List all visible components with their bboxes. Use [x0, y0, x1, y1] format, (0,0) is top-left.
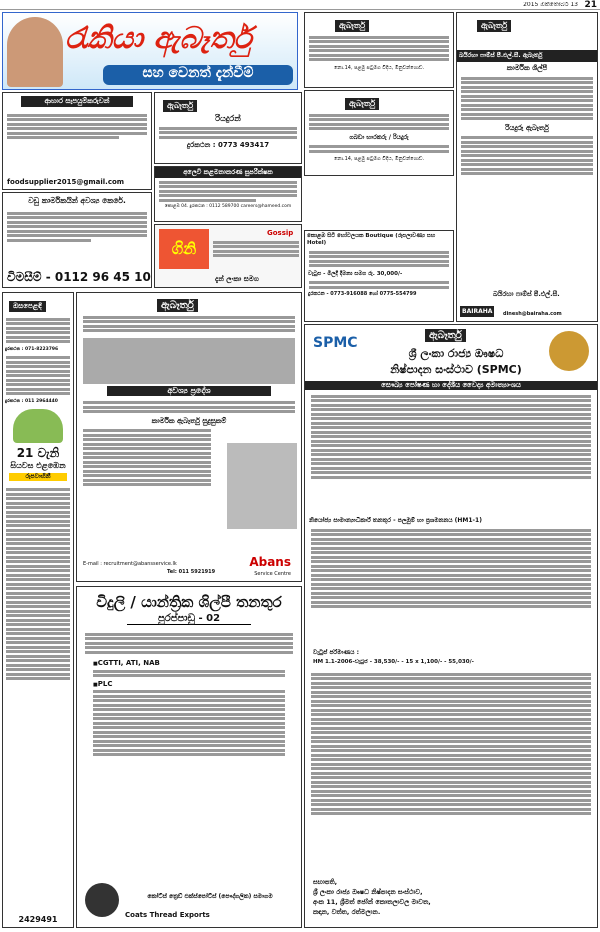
vacancy-center-ad-2: [304, 90, 454, 176]
vacancy-center-address: නො.14, පළමු පටුමග විදිය, මිනුවන්ගොඩ.: [333, 64, 425, 71]
left-narrow-tag: ඔසපෙළඳි: [9, 301, 46, 312]
abans-photo: [83, 338, 295, 384]
vacancy-center-address-2: නො.14, පළමු පටුමග විදිය, මිනුවන්ගොඩ.: [333, 156, 425, 162]
gossip-ad: [154, 224, 302, 288]
bairaha-heading: ඇබෑර්තු: [477, 20, 511, 32]
abans-logo: Abans: [249, 555, 291, 569]
vacancy-driver-role: රියදුරන්: [215, 114, 241, 123]
spmc-emblem: [549, 331, 589, 371]
bairaha-role1: කාර්මික ශිල්පී: [506, 64, 548, 72]
gossip-logo: ගිනි: [159, 229, 209, 269]
abans-section-title: අවශ්‍ය ප්‍රදේශ: [107, 386, 271, 396]
spmc-footer4: කඳාන, වත්ත, රත්මලාන.: [313, 908, 381, 916]
hameed-ad: [154, 166, 302, 222]
bairaha-logo: BAIRAHA: [462, 308, 493, 315]
bairaha-ad: [456, 12, 598, 322]
banner-photo: [7, 17, 63, 87]
boutique-text: කොළඹ සිටි හෝටලයක Boutique (රූපලාවණ්‍ය සහ Hotel): [307, 233, 436, 246]
left-narrow-brand: රූපවාහිනී: [9, 473, 67, 481]
coats-company-en: Coats Thread Exports: [125, 911, 210, 919]
coats-req1: ■ CGTTI, ATI, NAB: [77, 659, 301, 667]
spmc-salary-label: වැටුප් පරිමාණය :: [313, 649, 359, 656]
abans-logo-sub: Service Centre: [254, 570, 291, 577]
left-narrow-column: [2, 292, 74, 928]
banner-subtitle: සහ වෙනත් දැන්වීම්: [103, 65, 293, 85]
spmc-ministry: සෞඛ්‍ය පෝෂණ හා දේශීය වෛද්‍ය අමාත්‍යාංශය: [305, 381, 597, 390]
vacancy-center-heading: ඇබෑර්තු: [335, 20, 369, 32]
spmc-ad: [304, 324, 598, 928]
coats-req2: ■ PLC: [77, 680, 301, 688]
page-header: [0, 0, 600, 10]
gossip-tagline: Gossip: [267, 229, 294, 237]
tree-image: [13, 409, 63, 443]
boutique-phone: දුරකථන - 0773-916088 හෝ 0775-554799: [308, 291, 417, 297]
left-narrow-bday-text: සියවස එළඹෙන: [10, 460, 66, 470]
factory-ad: [2, 192, 152, 288]
abans-ad: [76, 292, 302, 582]
hameed-heading: අලෙවි කළමනාකරණ සුපරීක්ෂක: [155, 167, 301, 178]
factory-phone: විමසීම් - 0112 96 45 10: [7, 270, 151, 284]
coats-ad: [76, 586, 302, 928]
food-supplier-heading: ආහාර සැපයුම්කරුවන්: [21, 96, 133, 107]
food-supplier-email: foodsupplier2015@gmail.com: [7, 178, 125, 186]
left-narrow-bday-number: 21 වැනි: [16, 445, 60, 460]
gossip-footer: දැන් ලංකා සමග: [215, 275, 259, 283]
page-number: 21: [584, 0, 597, 10]
spmc-salary-scale: HM 1.1-2006-වැටුප් - 38,530/- - 15 x 1,100/- - 55,030/-: [313, 659, 474, 665]
coats-logo: [85, 883, 119, 917]
factory-heading: වඩු කාර්මිකයින් අවශ්‍ය කෙරේ.: [28, 196, 126, 205]
section-banner: [2, 12, 298, 90]
spmc-org-name-2: නිෂ්පාදන සංස්ථාව (SPMC): [390, 363, 522, 376]
bairaha-role2: රියදුරු ඇබෑර්තු: [505, 123, 549, 132]
spmc-footer1: සභාපති,: [313, 878, 338, 886]
abans-email: E-mail : recruitment@abansservice.lk: [83, 560, 177, 567]
bairaha-email: dinesh@bairaha.com: [503, 310, 562, 317]
abans-heading: ඇබෑර්තු: [157, 299, 198, 312]
coats-title: විදුලි / යාන්ත්‍රික ශිල්පී තනතුර: [96, 593, 282, 611]
spmc-footer3: අංක 11, ශ්‍රීමත් ජෝන් කොතලාවල මාවත,: [313, 898, 431, 906]
banner-title: රැකියා ඇබෑර්තු: [65, 21, 252, 56]
bairaha-footer-company: බයිරහා ෆාම්ස් පී.එල්.සී.: [493, 290, 560, 298]
abans-worker-photo: [227, 443, 297, 529]
coats-subtitle: පුරප්පාඩු - 02: [127, 613, 251, 625]
abans-qualification: කාර්මික ඇබෑර්තු සුදුසුකම්: [151, 416, 227, 425]
left-narrow-phone2: දුරකථන : 011 2964440: [5, 398, 58, 404]
boutique-salary: වැටුප - මිලදී දීමනා සමග රු. 30,000/-: [308, 270, 403, 277]
vacancy-center-ad: [304, 12, 454, 88]
food-supplier-ad: [2, 92, 152, 190]
bairaha-company: බයිරහා ෆාම්ස් පී.එල්.සී. ඇබෑර්තු: [457, 50, 597, 62]
hameed-contact: කොළඹ 04. දුරකථන : 0112 589700 careers@hameed.com: [164, 204, 292, 209]
abans-phone: Tel: 011 5921919: [167, 568, 216, 575]
vacancy-center-heading-2: ඇබෑර්තු: [345, 98, 379, 110]
left-narrow-phone3: 2429491: [18, 915, 58, 924]
spmc-post: නියෝජ්‍ය සාමාන්‍යාධිකාරී තනතුර - පලමුම් හා ප්‍රශමනනය (HM1-1): [309, 517, 482, 524]
spmc-footer2: ශ්‍රී ලංකා රාජ්‍ය ඖෂධ නිෂ්පාදන සංස්ථාව,: [313, 888, 423, 896]
vacancy-driver-phone: දුරකථන : 0773 493417: [186, 141, 270, 149]
spmc-org-name: ශ්‍රී ලංකා රාජ්‍ය ඖෂධ: [408, 347, 504, 360]
vacancy-driver-heading: ඇබෑර්තු: [163, 100, 197, 112]
spmc-logo: SPMC: [313, 335, 358, 351]
header-date: 2015 ඔක්තෝබර් 13: [523, 2, 578, 8]
spmc-heading: ඇබෑර්තු: [425, 329, 466, 342]
vacancy-driver-ad: [154, 92, 302, 164]
boutique-ad: [304, 230, 454, 322]
left-narrow-phone1: දුරකථන : 071-8223796: [5, 346, 59, 352]
vacancy-center-role: ගබඩා භාරකරු / රියදුරු: [349, 133, 409, 141]
coats-company-si: කෝට්ස් ත්‍රෙඩ් එක්ස්පෝට්ස් (පෞද්ගලික) සමාගම: [147, 893, 273, 900]
